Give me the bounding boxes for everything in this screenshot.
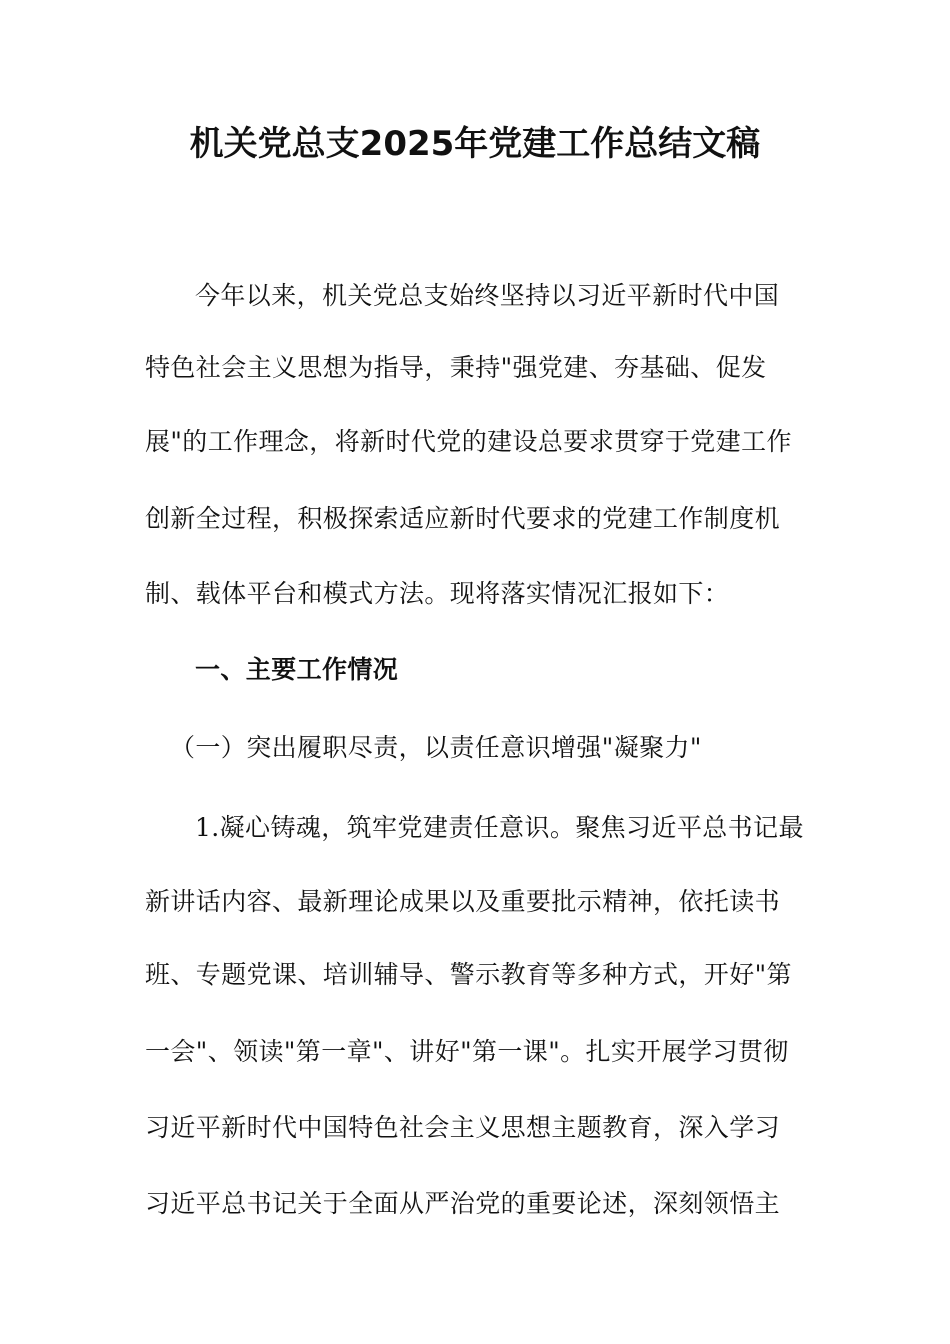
paragraph-line: 一会"、领读"第一章"、讲好"第一课"。扎实开展学习贯彻: [145, 1037, 789, 1066]
paragraph-line: 班、专题党课、培训辅导、警示教育等多种方式，开好"第: [145, 960, 792, 989]
paragraph-line: 制、载体平台和模式方法。现将落实情况汇报如下：: [145, 579, 730, 608]
paragraph-line: 展"的工作理念，将新时代党的建设总要求贯穿于党建工作: [145, 427, 792, 456]
paragraph-line: 习近平总书记关于全面从严治党的重要论述，深刻领悟主: [145, 1189, 781, 1218]
section-heading: 一、主要工作情况: [195, 655, 399, 684]
paragraph-line: 新讲话内容、最新理论成果以及重要批示精神，依托读书: [145, 887, 781, 916]
subsection-heading: （一）突出履职尽责，以责任意识增强"凝聚力": [170, 733, 702, 762]
paragraph-line: 特色社会主义思想为指导，秉持"强党建、夯基础、促发: [145, 353, 767, 382]
document-title: 机关党总支2025年党建工作总结文稿: [189, 124, 761, 164]
paragraph-line: 今年以来，机关党总支始终坚持以习近平新时代中国: [195, 281, 780, 310]
paragraph-line: 1.凝心铸魂，筑牢党建责任意识。聚焦习近平总书记最: [195, 813, 804, 842]
paragraph-line: 习近平新时代中国特色社会主义思想主题教育，深入学习: [145, 1113, 781, 1142]
paragraph-line: 创新全过程，积极探索适应新时代要求的党建工作制度机: [145, 504, 781, 533]
